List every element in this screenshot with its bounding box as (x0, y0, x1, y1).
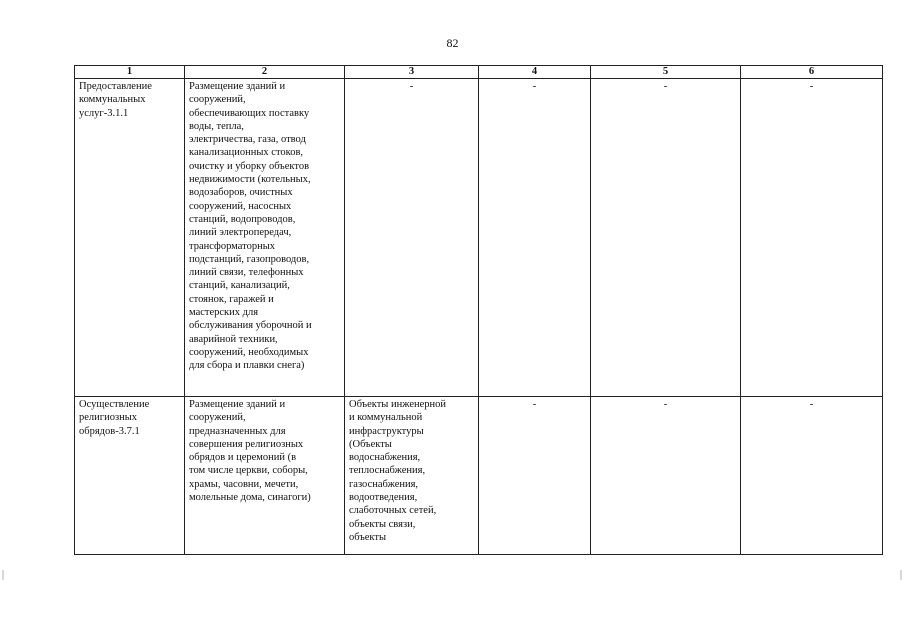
table-cell-col6: - (741, 79, 883, 397)
table-cell-col3: Объекты инженерной и коммунальной инфраструктуры (Объекты водоснабжения, теплоснабжения, газоснабжения, водоотведения, слаботочных сетей, объекты связи, объекты (345, 397, 479, 555)
column-header-4: 4 (479, 66, 591, 79)
table-header-row (75, 66, 883, 79)
table-cell-use-type: Осуществление религиозных обрядов-3.7.1 (75, 397, 185, 555)
table-row (75, 79, 883, 397)
table-cell-description: Размещение зданий и сооружений, обеспечивающих поставку воды, тепла, электричества, газа, отвод канализационных стоков, очистку и уборку объектов недвижимости (котельных, водозаборов, очистных сооружений, насосных станций, водопроводов, линий электропередач, трансформаторных подстанций, газопроводов, линий связи, телефонных станций, канализаций, стоянок, гаражей и мастерских для обслуживания уборочной и аварийной техники, сооружений, необходимых для сбора и плавки снега) (185, 79, 345, 397)
column-header-2: 2 (185, 66, 345, 79)
table-cell-col4: - (479, 79, 591, 397)
column-header-6: 6 (741, 66, 883, 79)
regulation-table (74, 65, 883, 555)
column-header-3: 3 (345, 66, 479, 79)
page-number: 82 (446, 36, 459, 50)
scan-mark (900, 570, 902, 580)
table-cell-col5: - (591, 79, 741, 397)
table-cell-use-type: Предоставление коммунальных услуг-3.1.1 (75, 79, 185, 397)
table-cell-description: Размещение зданий и сооружений, предназначенных для совершения религиозных обрядов и церемоний (в том числе церкви, соборы, храмы, часовни, мечети, молельные дома, синагоги) (185, 397, 345, 555)
table-cell-col6: - (741, 397, 883, 555)
scan-mark (2, 570, 4, 580)
column-header-1: 1 (75, 66, 185, 79)
column-header-5: 5 (591, 66, 741, 79)
table-cell-col4: - (479, 397, 591, 555)
table-cell-col5: - (591, 397, 741, 555)
table-row (75, 397, 883, 555)
table-cell-col3: - (345, 79, 479, 397)
